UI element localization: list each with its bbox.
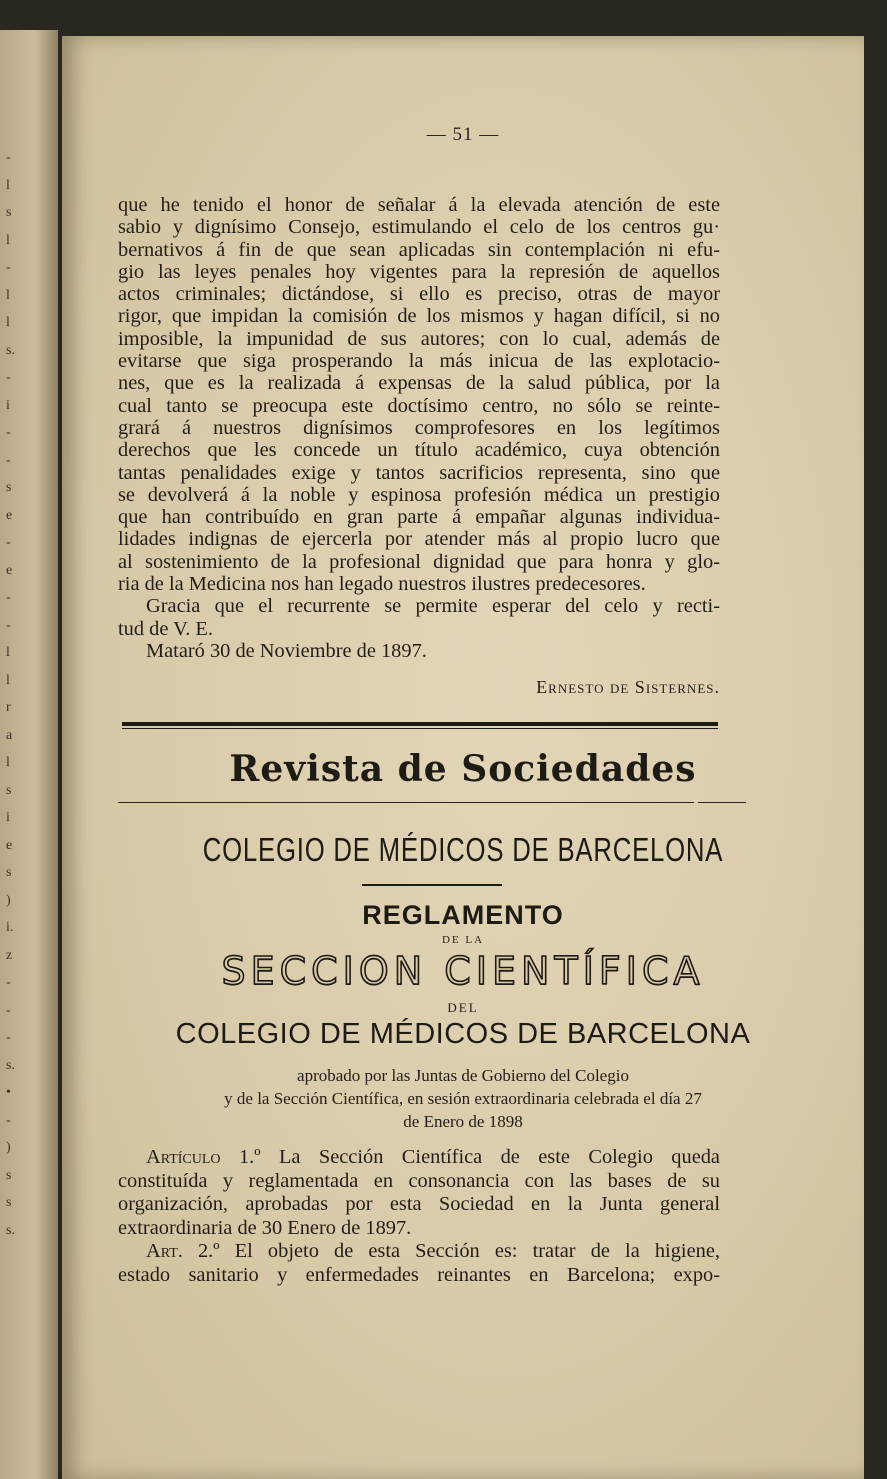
letter-date: Mataró 30 de Noviembre de 1897. xyxy=(146,639,427,662)
document-page xyxy=(62,36,864,1479)
article-line: La Sección Científica de este Colegio queda xyxy=(278,1146,720,1168)
left-page-fragment: - xyxy=(6,975,11,990)
letter-line: nes, que es la realizada á expensas de la salud pública, por la xyxy=(118,372,720,395)
left-page-fragment: l xyxy=(6,232,10,248)
left-page-fragment: s. xyxy=(6,342,15,358)
left-page-fragment: ) xyxy=(6,1140,11,1155)
letter-line: lidades indignas de ejercerla por atender más al propio lucro que xyxy=(118,528,720,551)
letter-line: bernativos á fin de que sean aplicadas sin contemplación ni efu- xyxy=(118,238,720,261)
letter-line: que han contribuído en gran parte á empañar algunas individua- xyxy=(118,506,720,529)
articles-body xyxy=(118,1146,720,1287)
letter-line: evitarse que siga prosperando la más inicua de las explotacio- xyxy=(118,350,720,373)
left-page-fragment: e xyxy=(6,562,13,578)
letter-line: que he tenido el honor de señalar á la elevada atención de este xyxy=(118,194,720,216)
left-page-fragment: - xyxy=(6,617,11,633)
left-page-fragment: i xyxy=(6,397,10,413)
letter-line: Gracia que el recurrente se permite esperar del celo y recti- xyxy=(146,595,720,618)
letter-line: actos criminales; dictándose, si ello es preciso, otras de mayor xyxy=(118,283,720,306)
heading-underline-tail xyxy=(698,802,746,803)
approval-note xyxy=(62,1064,864,1133)
left-page-fragment: e xyxy=(6,837,13,853)
short-divider xyxy=(362,884,502,886)
left-page-fragment: - xyxy=(6,150,11,165)
left-page-fragment: - xyxy=(6,452,11,468)
section-heading: Revista de Sociedades xyxy=(229,748,697,790)
left-page-fragment: l xyxy=(6,672,10,688)
left-page-fragment: - xyxy=(6,425,11,440)
left-page-fragment: - xyxy=(6,1112,11,1128)
left-page-fragment: i xyxy=(6,810,10,825)
left-page-fragment: s xyxy=(6,1167,12,1183)
left-page-fragment: s xyxy=(6,782,12,798)
approval-line: de Enero de 1898 xyxy=(403,1112,523,1131)
left-page-fragment: i. xyxy=(6,920,14,935)
letter-line: tantas penalidades exige y tantos sacrificios representa, sino que xyxy=(118,461,720,484)
left-page-fragment: - xyxy=(6,1002,11,1018)
left-page-fragment: l xyxy=(6,177,10,193)
letter-line: cual tanto se preocupa este doctísimo centro, no sólo se reinte- xyxy=(118,394,720,417)
left-page-fragment: l xyxy=(6,755,10,770)
left-page-fragment: l xyxy=(6,315,10,330)
article-line: El objeto de esta Sección es: tratar de la higiene, xyxy=(234,1240,720,1262)
left-page-fragment: - xyxy=(6,260,11,275)
letter-body xyxy=(118,194,720,662)
letter-line: ria de la Medicina nos han legado nuestros ilustres predecesores. xyxy=(118,573,646,596)
article-1-first-line xyxy=(118,1146,720,1170)
approval-line: aprobado por las Juntas de Gobierno del Colegio xyxy=(297,1066,629,1085)
letter-line: al sostenimiento de la profesional dignidad que para honra y glo- xyxy=(118,550,720,573)
left-page-fragment: • xyxy=(6,1085,11,1100)
letter-line: rigor, que impidan la comisión de los mismos y hagan difícil, si no xyxy=(118,305,720,328)
del-label: DEL xyxy=(447,1000,479,1015)
letter-line: se devolverá á la noble y espinosa profesión médica un prestigio xyxy=(118,483,720,506)
left-page-fragment: s xyxy=(6,1195,12,1210)
left-page-fragment: - xyxy=(6,370,11,385)
left-page-fragment: - xyxy=(6,590,11,605)
left-page-fragment: ) xyxy=(6,892,11,908)
letter-line: imposible, la impunidad de sus autores; con lo cual, además de xyxy=(118,327,720,350)
college-subtitle: COLEGIO DE MÉDICOS DE BARCELONA xyxy=(175,1018,751,1050)
letter-line: sabio y dignísimo Consejo, estimulando el celo de los centros gu· xyxy=(118,216,720,239)
letter-line: gio las leyes penales hoy vigentes para la represión de aquellos xyxy=(118,260,720,283)
left-page-fragment: - xyxy=(6,535,11,550)
left-page-fragment: - xyxy=(6,1030,11,1045)
heading-underline xyxy=(118,802,694,803)
left-page-fragment: l xyxy=(6,645,10,660)
page-number: — 51 — xyxy=(426,124,500,145)
left-page-fragment: s xyxy=(6,865,12,880)
section-divider xyxy=(122,722,718,729)
left-page-fragment: z xyxy=(6,947,13,963)
article-line: constituída y reglamentada en consonancia con las bases de su xyxy=(118,1169,720,1192)
section-name: SECCION CIENTÍFICA xyxy=(221,949,705,993)
article-1-label: Artículo 1.º xyxy=(146,1146,261,1168)
article-2-label: Art. 2.º xyxy=(146,1240,220,1262)
left-page-fragment: s. xyxy=(6,1057,15,1073)
left-page-fragment: s. xyxy=(6,1222,15,1238)
article-line: organización, aprobadas por esta Sociedad en la Junta general xyxy=(118,1193,720,1215)
left-page-fragment: a xyxy=(6,727,13,743)
reglamento-title: REGLAMENTO xyxy=(362,900,564,930)
signature: Ernesto de Sisternes. xyxy=(536,677,720,697)
left-page-fragment: s xyxy=(6,205,12,220)
letter-line: tud de V. E. xyxy=(118,617,213,640)
approval-line: y de la Sección Científica, en sesión extraordinaria celebrada el día 27 xyxy=(224,1089,702,1108)
letter-line: grará á nuestros dignísimos comprofesores en los legítimos xyxy=(118,416,720,439)
left-page-fragment: l xyxy=(6,287,10,303)
college-title: COLEGIO DE MÉDICOS DE BARCELONA xyxy=(202,831,724,868)
left-page-fragment: e xyxy=(6,507,13,523)
letter-line: derechos que les concede un título académico, cuya obtención xyxy=(118,439,720,462)
article-2-first-line xyxy=(118,1240,720,1264)
de-la-label: DE LA xyxy=(441,934,485,946)
article-line: extraordinaria de 30 Enero de 1897. xyxy=(118,1216,412,1239)
article-line: estado sanitario y enfermedades reinantes en Barcelona; expo- xyxy=(118,1263,720,1286)
left-page-fragment: r xyxy=(6,700,11,715)
left-page-fragment: s xyxy=(6,480,12,495)
